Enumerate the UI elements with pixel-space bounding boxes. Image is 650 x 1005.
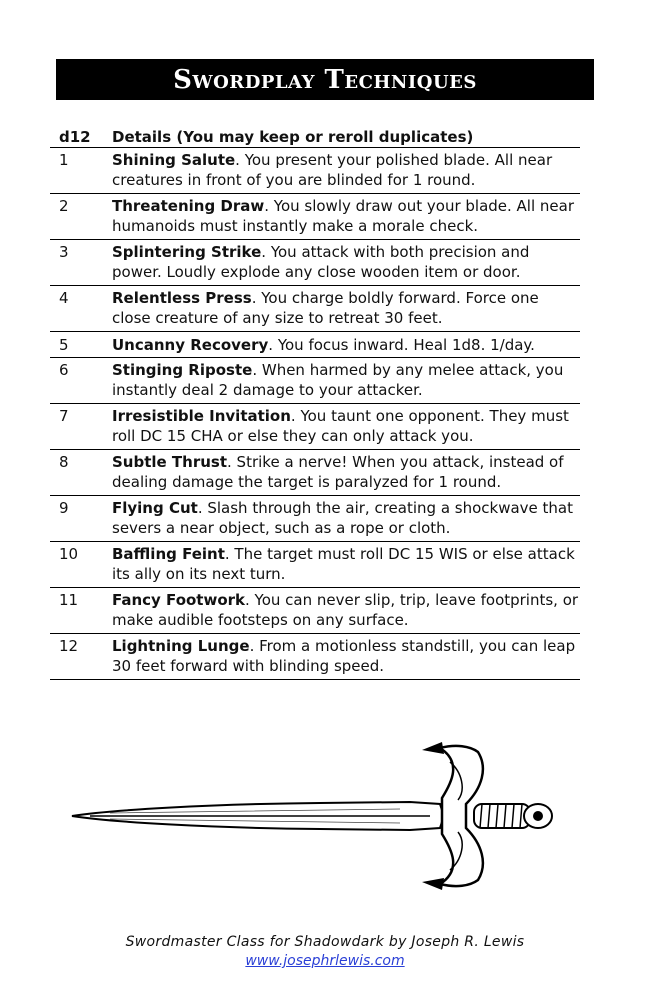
technique-name: Baffling Feint [112, 545, 225, 563]
table-header [50, 118, 580, 148]
technique-description: . You slowly draw out your blade. All near humanoids must instantly make a morale check. [112, 197, 575, 235]
table-row [50, 332, 580, 358]
technique-description: . You attack with both precision and power. Loudly explode any close wooden item or door. [112, 243, 530, 281]
technique-description: . You present your polished blade. All near creatures in front of you are blinded for 1 round. [112, 151, 553, 189]
table-row [50, 450, 580, 496]
row-details [112, 406, 580, 446]
row-details [112, 150, 580, 190]
technique-description: . You taunt one opponent. They must roll DC 15 CHA or else they can only attack you. [112, 407, 569, 445]
row-details [112, 242, 580, 282]
footer-website-link[interactable]: www.josephrlewis.com [245, 953, 405, 969]
technique-description: . You can never slip, trip, leave footprints, or make audible footsteps on any surface. [112, 591, 579, 629]
row-number: 5 [59, 336, 69, 354]
sword-illustration [70, 742, 556, 890]
table-row [50, 634, 580, 680]
technique-description: . Strike a nerve! When you attack, instead of dealing damage the target is paralyzed for 1 round. [112, 453, 564, 491]
table-row [50, 286, 580, 332]
row-number: 12 [59, 637, 79, 655]
row-details [112, 636, 580, 676]
technique-name: Irresistible Invitation [112, 407, 291, 425]
technique-description: . From a motionless standstill, you can leap 30 feet forward with blinding speed. [112, 637, 576, 675]
row-details [112, 590, 580, 630]
technique-name: Lightning Lunge [112, 637, 250, 655]
technique-description: . You focus inward. Heal 1d8. 1/day. [268, 336, 535, 354]
row-number: 4 [59, 289, 69, 307]
row-details [112, 288, 580, 328]
page-title: Swordplay Techniques [173, 64, 477, 95]
technique-name: Relentless Press [112, 289, 252, 307]
table-row [50, 542, 580, 588]
table-row [50, 194, 580, 240]
technique-name: Splintering Strike [112, 243, 262, 261]
technique-name: Uncanny Recovery [112, 336, 269, 354]
table-row [50, 588, 580, 634]
technique-name: Threatening Draw [112, 197, 265, 215]
techniques-table [50, 118, 580, 680]
table-row [50, 358, 580, 404]
technique-description: . You charge boldly forward. Force one close creature of any size to retreat 30 feet. [112, 289, 539, 327]
row-details [112, 335, 580, 355]
row-number: 6 [59, 361, 69, 379]
technique-name: Stinging Riposte [112, 361, 253, 379]
technique-name: Shining Salute [112, 151, 236, 169]
table-row [50, 404, 580, 450]
row-details [112, 360, 580, 400]
row-number: 11 [59, 591, 79, 609]
technique-name: Fancy Footwork [112, 591, 246, 609]
table-row [50, 496, 580, 542]
row-number: 7 [59, 407, 69, 425]
table-row [50, 148, 580, 194]
technique-name: Flying Cut [112, 499, 198, 517]
row-number: 10 [59, 545, 79, 563]
table-row [50, 240, 580, 286]
technique-description: . Slash through the air, creating a shockwave that severs a near object, such as a rope or cloth. [112, 499, 574, 537]
header-die: d12 [59, 128, 91, 146]
row-number: 9 [59, 499, 69, 517]
row-number: 3 [59, 243, 69, 261]
table-body [50, 148, 580, 680]
technique-description: . When harmed by any melee attack, you instantly deal 2 damage to your attacker. [112, 361, 564, 399]
technique-name: Subtle Thrust [112, 453, 228, 471]
row-details [112, 196, 580, 236]
row-number: 8 [59, 453, 69, 471]
row-number: 2 [59, 197, 69, 215]
technique-description: . The target must roll DC 15 WIS or else attack its ally on its next turn. [112, 545, 575, 583]
header-details: Details (You may keep or reroll duplicates) [112, 128, 474, 146]
footer-credit: Swordmaster Class for Shadowdark by Joseph R. Lewis [125, 934, 525, 950]
row-details [112, 452, 580, 492]
row-number: 1 [59, 151, 69, 169]
title-banner [56, 59, 594, 100]
row-details [112, 498, 580, 538]
row-details [112, 544, 580, 584]
